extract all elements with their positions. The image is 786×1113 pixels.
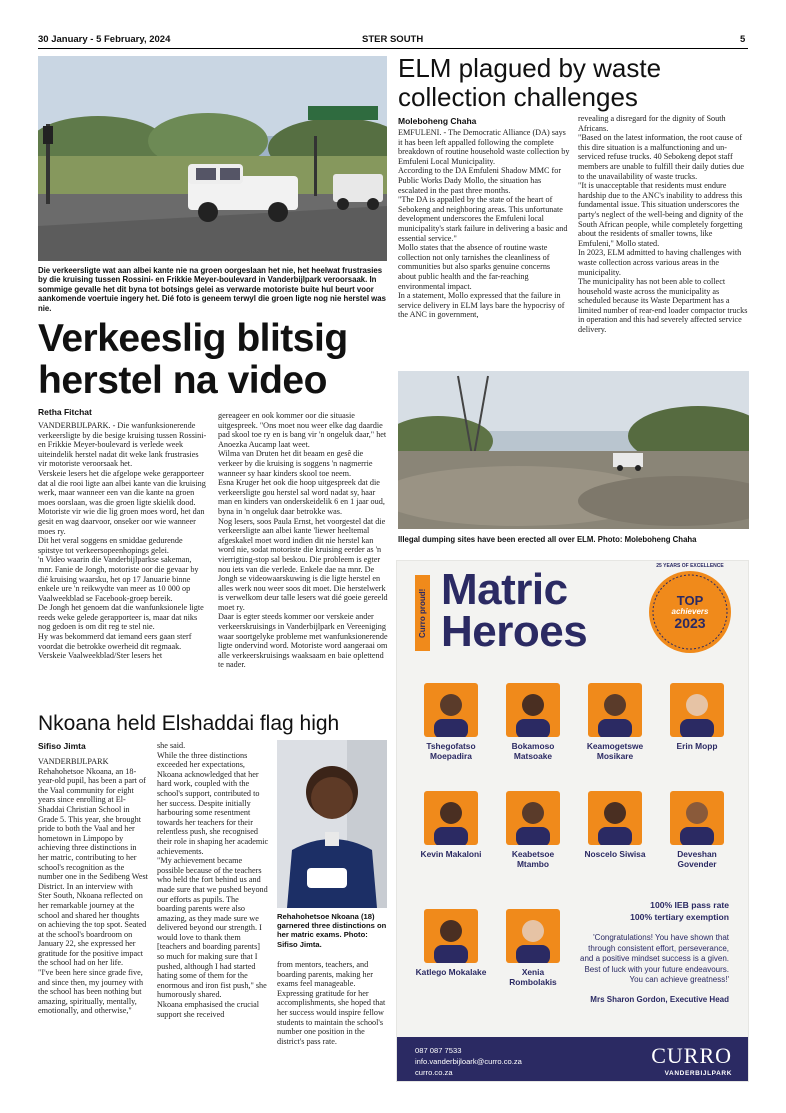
paragraph: revealing a disregard for the dignity of South Africans.: [578, 114, 726, 133]
paragraph: While the three distinctions exceeded her expectations, Nkoana acknowledged that her hard work, coupled with the school's support, contributed to her success. Despite initially harbouring some resentment towards her teachers for their relentless push, she recognised their role in shaping her academic achievements.: [157, 750, 269, 856]
paragraph: gereageer en ook kommer oor die situasie uitgespreek. "Ons moet nou weer elke dag daardie pad skool toe ry en is bang vir 'n ongeluk daar," het Anoezka Aucamp laat weet.: [218, 411, 387, 449]
page-number: 5: [740, 34, 746, 45]
student-photo: [506, 683, 560, 737]
elm-column-2: [578, 114, 748, 335]
elm-column-1: [398, 128, 570, 320]
student-name: Erin Mopp: [676, 741, 718, 751]
paragraph: Expressing gratitude for her accomplishments, she hoped that her success would inspire fellow students to maintain the school's number one position in the district's pass rate.: [277, 988, 386, 1046]
traffic-headline-line1: Verkeeslig blitsig: [38, 317, 348, 360]
student-card: [497, 683, 569, 761]
ad-quote: 'Congratulations! You have shown that through consistent effort, perseverance, and a positive mindset success is a given. Best of luck with your future endeavours. You can achieve greatness!': [580, 933, 729, 984]
paragraph: VANDERBIJLPARK: [38, 757, 109, 766]
badge-achievers: achievers: [671, 607, 709, 616]
header-rule: [38, 48, 748, 49]
paragraph: "The DA is appalled by the state of the heart of Sebokeng and neighboring areas. This unfortunate development underscores the Emfuleni local municipality's stark failure in delivering a basic and essential service.": [398, 195, 568, 243]
paper-name: STER SOUTH: [362, 34, 424, 45]
dumping-photo: [398, 371, 749, 529]
student-name: Deveshan Govender: [677, 849, 717, 869]
traffic-headline-line2: herstel na video: [38, 359, 327, 402]
paragraph: "It is unacceptable that residents must endure hardship due to the ANC's inability to address this fundamental issue. This situation underscores the party's neglect of the well-being and dignity of the South African people, while completely forgetting about the residents of smaller towns, like Emfuleni," Mollo stated.: [578, 181, 744, 248]
ad-website[interactable]: curro.co.za: [415, 1068, 453, 1077]
badge-year: 2023: [674, 615, 706, 631]
paragraph: Dit het veral soggens en smiddae gedurende spitstye tot verkeersopeenhopings gelei.: [38, 536, 183, 555]
paragraph: "My achievement became possible because of the teachers who held the fort behind us and made sure that we pushed beyond our efforts as pupils. The boarding parents were also amazing, as they made sure we delivered beyond our strength. I would love to thank them [teachers and boarding parents] so much for making sure that I pushed, although I had started hating some of them for the enormous and iron fist push," she humorously shared.: [157, 856, 268, 1000]
student-name: Noscelo Siwisa: [584, 849, 646, 859]
traffic-photo-caption: Die verkeersligte wat aan albei kante nie na groen oorgeslaan het nie, het heelwat frustrasies by die kruising tussen Rossini- en Frikkie Meyer-boulevard in Vanderbijlpark veroorsaak. In sommige gevalle het dit byna tot botsings gelei as verwarde motoriste buite hul beurt voor aankomende voertuie ingery het. Dié foto is geneem terwyl die groen ligte nog nie herstel was nie.: [38, 266, 386, 313]
traffic-photo: [38, 56, 387, 261]
issue-date: 30 January - 5 February, 2024: [38, 34, 171, 45]
paragraph: Daar is egter steeds kommer oor verskeie ander verkeerskruisings in Vanderbijlpark en Vereeniging waar soortgelyke probleme met wanfunksionerende ligte ondervind word. Motoriste word aangeraai om alle verkeerskruisings waaksaam en baie oplettend te nader.: [218, 612, 388, 670]
elm-headline-line1: ELM plagued by waste: [398, 53, 662, 83]
student-card: [579, 791, 651, 859]
paragraph: "Based on the latest information, the root cause of this dire situation is a malfunctioning and un-serviced refuse trucks. 40 Sebokeng depot staff members are unable to fulfill their daily duties due to the unavailability of waste trucks.: [578, 133, 744, 181]
student-photo: [424, 683, 478, 737]
student-name: Tshegofatso Moepadira: [426, 741, 476, 761]
paragraph: Nkoana emphasised the crucial support she received: [157, 1000, 260, 1019]
traffic-column-1: [38, 421, 208, 661]
paragraph: According to the DA Emfuleni Shadow MMC for Public Works Dady Mollo, the situation has escalated in the past three months.: [398, 166, 562, 195]
badge-ring-text: 25 YEARS OF EXCELLENCE: [656, 563, 724, 569]
nkoana-photo: [277, 740, 387, 908]
student-name: Keamogetswe Mosikare: [586, 741, 644, 761]
ad-phone[interactable]: 087 087 7533: [415, 1046, 462, 1055]
student-photo: [588, 791, 642, 845]
student-photo: [506, 791, 560, 845]
traffic-byline: Retha Fitchat: [38, 407, 92, 417]
paragraph: from mentors, teachers, and boarding parents, making her exams feel manageable.: [277, 960, 373, 989]
stat-tertiary: 100% tertiary exemption: [630, 912, 729, 922]
curro-logo-sub: VANDERBIJLPARK: [664, 1070, 732, 1077]
student-card: [661, 683, 733, 751]
paragraph: Mollo states that the absence of routine waste collection not only tarnishes the cleanliness of communities but also sparks genuine concerns about public health and the far-reaching environmental impact.: [398, 243, 551, 291]
traffic-headline: [38, 318, 388, 402]
paragraph: she said.: [157, 741, 186, 750]
student-name: Keabetsoe Mtambo: [511, 849, 555, 869]
ad-contact: [415, 1045, 522, 1078]
ad-vertical-tab: Curro proud!: [415, 575, 430, 651]
ad-quote-author: Mrs Sharon Gordon, Executive Head: [590, 995, 729, 1004]
traffic-column-2: [218, 411, 388, 670]
ad-title-line1: Matric: [441, 565, 568, 614]
ad-footer: [397, 1037, 749, 1082]
student-name: Bokamoso Matsoake: [511, 741, 555, 761]
nkoana-column-2: [157, 741, 269, 1019]
ad-title: [441, 565, 588, 656]
nkoana-byline: Sifiso Jimta: [38, 741, 86, 751]
curro-advert[interactable]: [396, 560, 749, 1082]
stat-pass-rate: 100% IEB pass rate: [650, 900, 729, 910]
student-card: [579, 683, 651, 761]
student-photo: [506, 909, 560, 963]
elm-headline-line2: collection challenges: [398, 82, 638, 112]
student-card: [415, 909, 487, 977]
paragraph: Rehahohetsoe Nkoana, an 18-year-old pupil, has been a part of the Vaal community for eight years since enrolling at El-Shaddai Christian School in Grade 5. This year, she brought pride to both the Vaal and her hometown in Limpopo by achieving three distinctions in her matric, contributing to her school's recognition as the number one in the Sedibeng West District. In an interview with Ster South, Nkoana reflected on her remarkable journey at the school and shared her thoughts on achieving the top spot. Seated at the school's boardroom on January 22, she expressed her gratitude for the positive impact the school had on her life.: [38, 766, 148, 968]
paragraph: In 2023, ELM admitted to having challenges with waste collection across various areas in the municipality.: [578, 248, 742, 277]
ad-title-line2: Heroes: [441, 607, 588, 656]
top-achievers-badge: [649, 571, 731, 653]
paragraph: VANDERBIJLPARK. - Die wanfunksionerende verkeersligte by die besige kruising tussen Rossini- en Frikkie Meyer-boulevard is verlede week uiteindelik herstel nadat dit weke lank frustrasies vir motoriste veroorsaak het.: [38, 421, 207, 469]
student-photo: [424, 791, 478, 845]
student-card: [497, 791, 569, 869]
student-card: [415, 683, 487, 761]
paragraph: Hy was bekommerd dat iemand eers gaan sterf voordat die betrokke owerheid dit regmaak.: [38, 632, 192, 651]
dumping-photo-caption: Illegal dumping sites have been erected all over ELM. Photo: Moleboheng Chaha: [398, 535, 697, 544]
student-card: [661, 791, 733, 869]
student-photo: [670, 683, 724, 737]
elm-byline: Moleboheng Chaha: [398, 116, 477, 126]
paragraph: Verskeie lesers het die afgelope weke gerapporteer dat al die rooi ligte aan albei kante van die kruising werk, maar wanneer een van die kante na groen moes oorslaan, was die groen ligte skielik dood. Motoriste vir wie die lig groen moes word, het dan gesit en wag daarvoor, onseker oor wie wanneer moes ry.: [38, 468, 206, 536]
student-card: [415, 791, 487, 859]
nkoana-headline: Nkoana held Elshaddai flag high: [38, 712, 340, 735]
student-photo: [588, 683, 642, 737]
student-name: Xenia Rombolakis: [509, 967, 557, 987]
ad-email[interactable]: info.vanderbijloark@curro.co.za: [415, 1057, 522, 1066]
curro-logo: CURRO: [651, 1043, 732, 1068]
nkoana-photo-caption: Rehahohetsoe Nkoana (18) garnered three distinctions on her matric exams. Photo: Sifiso Jimta.: [277, 912, 387, 949]
paragraph: "I've been here since grade five, and since then, my journey with the school has been nothing but amazing, spiritually, mentally, emotionally, and otherwise,": [38, 968, 144, 1016]
paragraph: Esna Kruger het ook die hoop uitgespreek dat die verkeersligte gou herstel sal word nadat sy, haar man en kinders van onderskeidelik 6 en 1 jaar oud, byna in 'n ongeluk daar betrokke was.: [218, 478, 385, 516]
student-photo: [670, 791, 724, 845]
student-name: Kevin Makaloni: [420, 849, 482, 859]
paragraph: Nog lesers, soos Paula Ernst, het voorgestel dat die verkeersligte aan albei kante 'liewer heeltemal afgeskakel moet word indien dit nie herstel kan word nie, sodat motoriste die kruising eerder as 'n vierrigting-stop sal beskou. Die probleem is egter nou iets van die verlede. Enkele dae na mnr. De Jongh se videowaarskuwing is die ligte herstel en alles werk nou weer soos dit moet. Die herstelwerk is verwelkom deur talle lesers wat dié goeie gereeld moet ry.: [218, 516, 388, 612]
paragraph: De Jongh het genoem dat die wanfunksionele ligte reeds weke gelede gerapporteer is, maar dat niks nog gedoen is om dit reg te stel nie.: [38, 603, 204, 632]
nkoana-column-1: [38, 757, 148, 1016]
badge-top: TOP: [676, 593, 704, 608]
student-card: [497, 909, 569, 987]
paragraph: In a statement, Mollo expressed that the failure in service delivery in ELM lays bare the hypocrisy of the ANC in government,: [398, 291, 565, 320]
badge-ring-icon: [649, 571, 731, 653]
paragraph: EMFULENI. - The Democratic Alliance (DA) says it has been left appalled following the complete breakdown of routine household waste collection by Emfuleni Local Municipality.: [398, 128, 570, 166]
paragraph: Verskeie Vaalweekblad/Ster lesers het: [38, 651, 163, 661]
ad-stats: [577, 899, 729, 923]
nkoana-column-3: [277, 960, 389, 1046]
student-photo: [424, 909, 478, 963]
student-name: Katlego Mokalake: [415, 967, 487, 977]
paragraph: Wilma van Druten het dit beaam en gesê die verkeer by die kruising is soggens 'n nagmerrie wanneer sy haar kinders skool toe neem.: [218, 449, 373, 478]
elm-headline: [398, 54, 753, 112]
paragraph: The municipality has not been able to collect household waste across the municipality as scheduled because its Waste Department has a limited number of rear-end loader compactor trucks in operation and this had severely affected service delivery.: [578, 277, 748, 335]
paragraph: 'n Video waarin die Vanderbijlparkse sakeman, mnr. Fanie de Jongh, motoriste oor die gevaar by dié kruising waarsku, het op 17 Januarie binne enkele ure 'n reikwydte van meer as 10 000 op Vaalweekblad se Facebook-groep bereik.: [38, 555, 199, 603]
